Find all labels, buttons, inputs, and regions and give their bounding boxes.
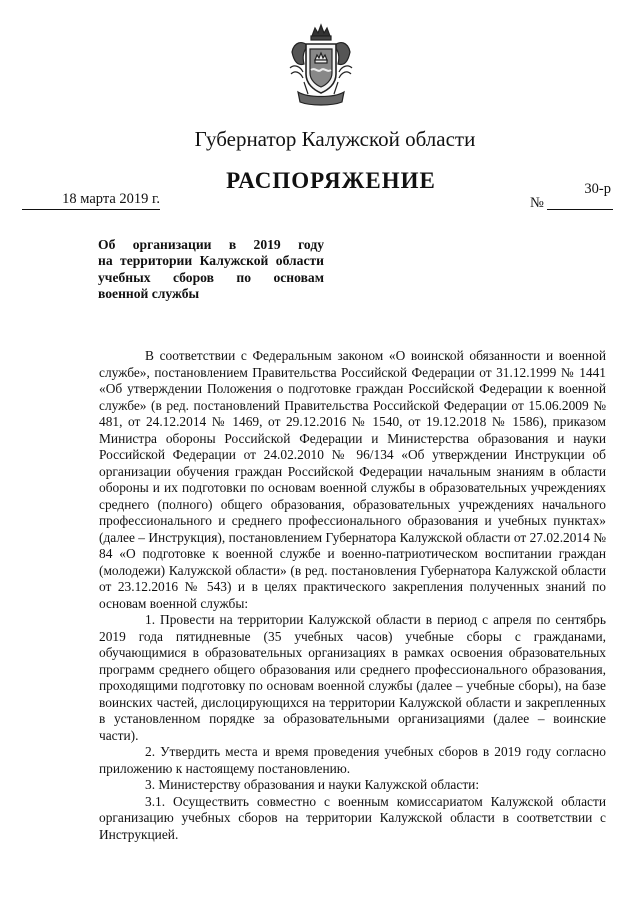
- subject-line-2: на территории Калужской области: [98, 253, 324, 269]
- document-body: [99, 348, 606, 843]
- clause-1-paragraph: 1. Провести на территории Калужской области в период с апреля по сентябрь 2019 года пятидневные (35 учебных часов) учебные сборы с гражданами, обучающимися в образовательных организациях в рамках освоения образовательных программ среднего общего образования или среднего профессионального образования, проходящими подготовку по основам военной службы (далее – учебные сборы), на базе воинских частей, дислоцирующихся на территории Калужской области и закрепленных в установленном порядке за образовательными организациями (далее – воинские части).: [99, 612, 606, 743]
- document-date: 18 марта 2019 г.: [22, 191, 160, 210]
- document-number-field: [525, 181, 613, 211]
- clause-2-paragraph: 2. Утвердить места и время проведения учебных сборов в 2019 году согласно приложению к настоящему постановлению.: [99, 744, 606, 776]
- number-sign: №: [530, 195, 544, 211]
- preamble-paragraph: В соответствии с Федеральным законом «О воинской обязанности и военной службе», постановлением Правительства Российской Федерации от 31.12.1999 № 1441 «Об утверждении Положения о подготовке граждан Российской Федерации к военной службе» (в ред. постановлений Правительства Российской Федерации от 15.06.2009 № 481, от 24.12.2014 № 1469, от 29.12.2016 № 1540, от 19.12.2018 № 1586), приказом Министра обороны Российской Федерации и Министерства образования и науки Российской Федерации от 24.02.2010 № 96/134 «Об утверждении Инструкции об организации обучения граждан Российской Федерации начальным знаниям в области обороны и их подготовки по основам военной службы в образовательных учреждениях среднего (полного) общего образования, образовательных учреждениях начального профессионального и среднего профессионального образования и учебных пунктах» (далее – Инструкция), постановлением Губернатора Калужской области от 27.02.2014 № 84 «О подготовке к военной службе и военно-патриотическом воспитании граждан (молодежи) Калужской области» (в ред. постановления Губернатора Калужской области от 23.12.2016 № 543) и в целях практического закрепления полученных знаний по основам военной службы:: [99, 348, 606, 611]
- subject-line-4: военной службы: [98, 285, 200, 301]
- subject-line-1: Об организации в 2019 году: [98, 237, 324, 252]
- clause-3-paragraph: 3. Министерству образования и науки Калужской области:: [145, 777, 480, 792]
- clause-3-1-paragraph: 3.1. Осуществить совместно с военным комиссариатом Калужской области организацию учебных сборов на территории Калужской области в соответствии с Инструкцией.: [99, 793, 606, 842]
- subject-line-3: учебных сборов по основам: [98, 269, 324, 285]
- document-subject: [98, 237, 324, 302]
- coat-of-arms-emblem: [288, 22, 354, 106]
- number-underline: [547, 209, 613, 210]
- issuer-title: Губернатор Калужской области: [194, 127, 476, 151]
- document-number: 30-р: [584, 181, 611, 197]
- document-type-heading: РАСПОРЯЖЕНИЕ: [226, 168, 436, 193]
